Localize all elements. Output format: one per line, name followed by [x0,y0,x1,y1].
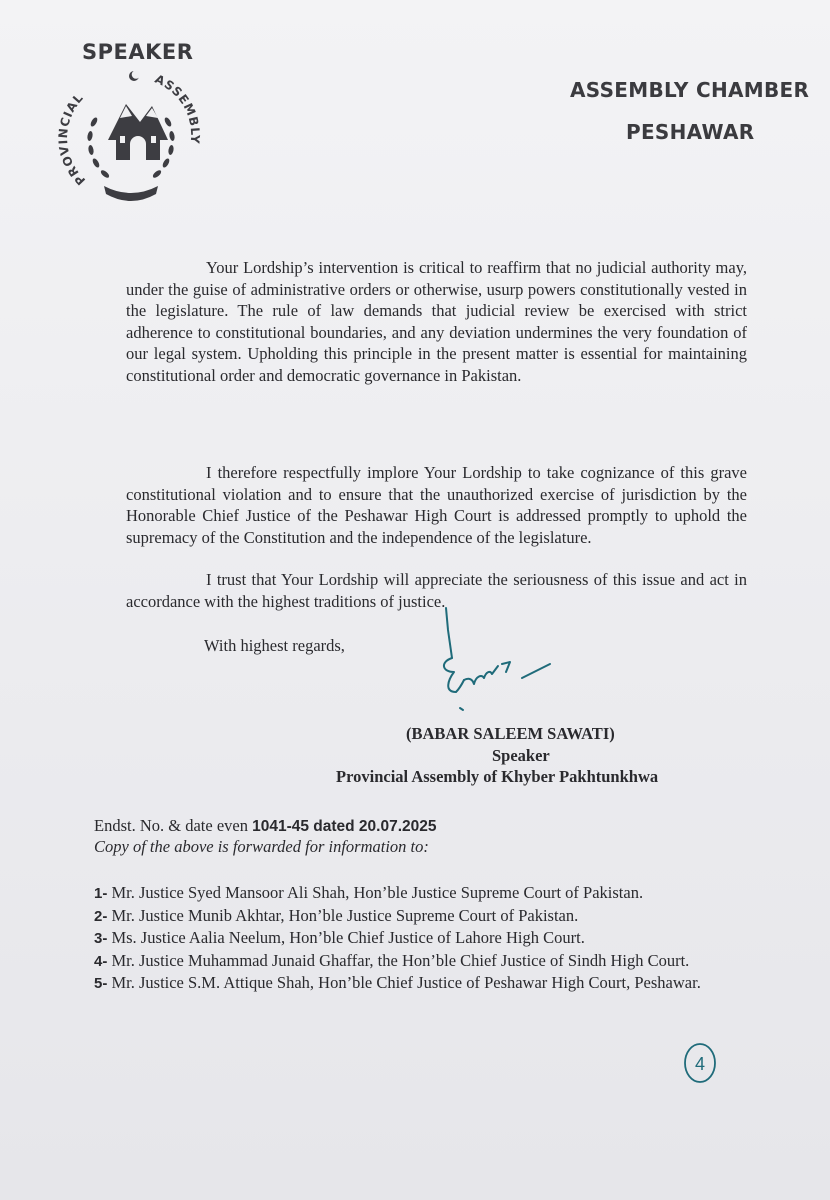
signatory-title: Speaker [492,746,550,765]
svg-text:PROVINCIAL [56,90,88,187]
endorsement-line [94,816,437,836]
handwritten-page-number [680,1040,720,1086]
list-item-number: 1- [94,885,108,902]
list-item-number: 3- [94,930,108,947]
endorsement-number-date: 1041-45 dated 20.07.2025 [252,818,437,835]
seal-text-left: PROVINCIAL [56,90,89,188]
paragraph-2-text: I therefore respectfully implore Your Lordship to take cognizance of this grave constitutional violation and to ensure that the unauthorized exercise of jurisdiction by the Honorable Chief Justice of the Peshawar High Court is addressed promptly to uphold the supremacy of the Constitution and the independence of the legislature. [126,463,747,547]
closing-salutation: With highest regards, [204,636,345,655]
list-item-number: 4- [94,952,108,970]
list-item-number: 5- [94,975,108,992]
list-item-text: Mr. Justice Munib Akhtar, Hon’ble Justice Supreme Court of Pakistan. [111,905,579,925]
list-item [94,927,749,950]
endorsement-prefix: Endst. No. & date even [94,816,248,835]
assembly-seal-logo [56,62,206,212]
list-item-text: Mr. Justice Muhammad Junaid Ghaffar, the Hon’ble Chief Justice of Sindh High Court. [111,950,690,970]
body-paragraph-2 [126,462,747,548]
cc-recipient-list [94,882,749,995]
paragraph-1-text: Your Lordship’s intervention is critical to reaffirm that no judicial authority may, under the guise of administrative orders or otherwise, usurp powers constitutionally vested in the legislature. The rule of law demands that judicial review be exercised with strict adherence to constitutional boundaries, and any deviation undermines the very foundation of our legal system. Upholding this principle in the present matter is essential for maintaining constitutional order and democratic governance in Pakistan. [126,258,747,385]
list-item [94,882,749,905]
list-item-text: Mr. Justice S.M. Attique Shah, Hon’ble Chief Justice of Peshawar High Court, Peshawar. [111,973,701,992]
handwritten-signature [430,600,570,720]
list-item [94,972,749,995]
list-item [94,950,749,973]
seal-text-right: ASSEMBLY [152,71,203,145]
list-item-text: Ms. Justice Aalia Neelum, Hon’ble Chief Justice of Lahore High Court. [111,928,585,947]
list-item-number: 2- [94,907,108,925]
page-number-text: 4 [694,1054,706,1074]
signatory-organization: Provincial Assembly of Khyber Pakhtunkhwa [336,767,659,786]
paragraph-3-text: I trust that Your Lordship will appreciate the seriousness of this issue and act in accordance with the highest traditions of justice. [126,570,747,611]
speaker-label: SPEAKER [82,40,194,64]
body-paragraph-1 [126,257,747,386]
city-heading: PESHAWAR [626,120,755,144]
assembly-chamber-heading: ASSEMBLY CHAMBER [570,78,810,102]
copy-forward-note: Copy of the above is forwarded for information to: [94,837,429,856]
list-item-text: Mr. Justice Syed Mansoor Ali Shah, Hon’ble Justice Supreme Court of Pakistan. [111,883,644,902]
signatory-name: (BABAR SALEEM SAWATI) [406,724,615,743]
list-item [94,905,749,928]
